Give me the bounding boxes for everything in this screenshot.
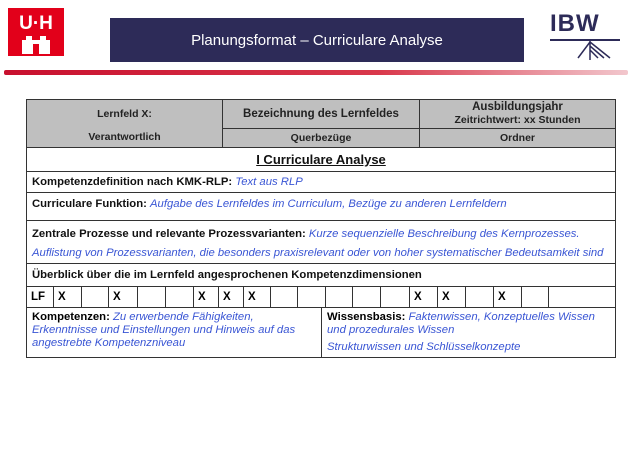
prozesse-value2: Auflistung von Prozessvarianten, die besonders praxisrelevant oder von hoher systematischer Bedeutsamkeit sind <box>32 247 604 259</box>
lernfeld-label: Lernfeld X: <box>97 108 152 120</box>
kompetenzdefinition-value: Text aus RLP <box>235 176 303 188</box>
uhh-logo <box>8 8 64 56</box>
verantwortlich-label: Verantwortlich <box>88 131 161 143</box>
uhh-logo-text: U·H <box>19 13 53 34</box>
kompetenzen-value: Zu erwerbende Fähigkeiten, Erkenntnisse und Einstellungen und Hinweis auf das angestrebte Kompetenzniveau <box>32 311 296 349</box>
prozesse-row <box>27 221 615 264</box>
prozesse-line1 <box>32 227 610 241</box>
prozesse-label: Zentrale Prozesse und relevante Prozessvarianten: <box>32 228 306 240</box>
kompetenzen-cell <box>27 308 322 357</box>
lf-grid-cell: X <box>109 287 138 307</box>
wissensbasis-value: Faktenwissen, Konzeptuelles Wissen und prozedurales Wissen <box>327 311 595 336</box>
lf-grid-cell <box>298 287 326 307</box>
ueberblick-row <box>27 264 615 287</box>
lf-grid-cell <box>271 287 298 307</box>
funktion-value: Aufgabe des Lernfeldes im Curriculum, Bezüge zu anderen Lernfeldern <box>150 198 507 210</box>
lf-grid-cell <box>138 287 166 307</box>
page-title: Planungsformat – Curriculare Analyse <box>191 31 443 49</box>
bottom-row <box>27 308 615 357</box>
lf-grid-cell <box>166 287 194 307</box>
ordner-label: Ordner <box>420 128 615 147</box>
lf-grid-cell <box>353 287 381 307</box>
wissensbasis-cell <box>322 308 615 357</box>
funktion-row <box>27 193 615 221</box>
lf-grid-cell: X <box>194 287 219 307</box>
bridge-icon <box>550 40 620 60</box>
lf-grid-cell <box>466 287 494 307</box>
hamburg-emblem-icon <box>8 34 64 56</box>
lf-grid-cell <box>381 287 410 307</box>
lf-grid-cell: X <box>438 287 466 307</box>
lf-grid-cell <box>522 287 549 307</box>
wissensbasis-label: Wissensbasis: <box>327 311 406 323</box>
lf-grid-label: LF <box>27 287 54 307</box>
kompetenz-grid <box>27 287 615 308</box>
section-title: I Curriculare Analyse <box>27 148 615 172</box>
zeitrichtwert-label: Zeitrichtwert: xx Stunden <box>454 114 581 126</box>
kompetenzdefinition-label: Kompetenzdefinition nach KMK-RLP: <box>32 176 233 188</box>
prozesse-value: Kurze sequenzielle Beschreibung des Kernprozesses. <box>308 228 580 240</box>
querbezuege-label: Querbezüge <box>223 128 419 147</box>
lf-grid-cell <box>326 287 353 307</box>
lf-grid-cell <box>549 287 615 307</box>
kompetenzdefinition-row <box>27 172 615 193</box>
ueberblick-label: Überblick über die im Lernfeld angesprochenen Kompetenzdimensionen <box>32 269 422 281</box>
funktion-label: Curriculare Funktion: <box>32 198 147 210</box>
lf-grid-cell: X <box>244 287 271 307</box>
ibw-logo-text: IBW <box>550 10 600 37</box>
lf-grid-cell: X <box>410 287 438 307</box>
lf-grid-cell: X <box>54 287 82 307</box>
ausbildungsjahr-label: Ausbildungsjahr <box>472 101 563 113</box>
lf-grid-cell <box>82 287 109 307</box>
header-col-bezeichnung <box>223 100 420 147</box>
page-title-banner <box>110 18 524 62</box>
lf-grid-cell: X <box>219 287 244 307</box>
lf-grid-cell: X <box>494 287 522 307</box>
wissensbasis-value2: Strukturwissen und Schlüsselkonzepte <box>327 341 521 353</box>
planning-form <box>26 99 616 358</box>
header-col-ausbildungsjahr <box>420 100 615 147</box>
form-header <box>27 100 615 148</box>
header-col-lernfeld <box>27 100 223 147</box>
bezeichnung-label: Bezeichnung des Lernfeldes <box>243 107 399 120</box>
ibw-logo <box>550 10 620 60</box>
ausbildungsjahr-cell <box>420 100 615 128</box>
header-divider <box>4 70 628 75</box>
kompetenzen-label: Kompetenzen: <box>32 311 110 323</box>
